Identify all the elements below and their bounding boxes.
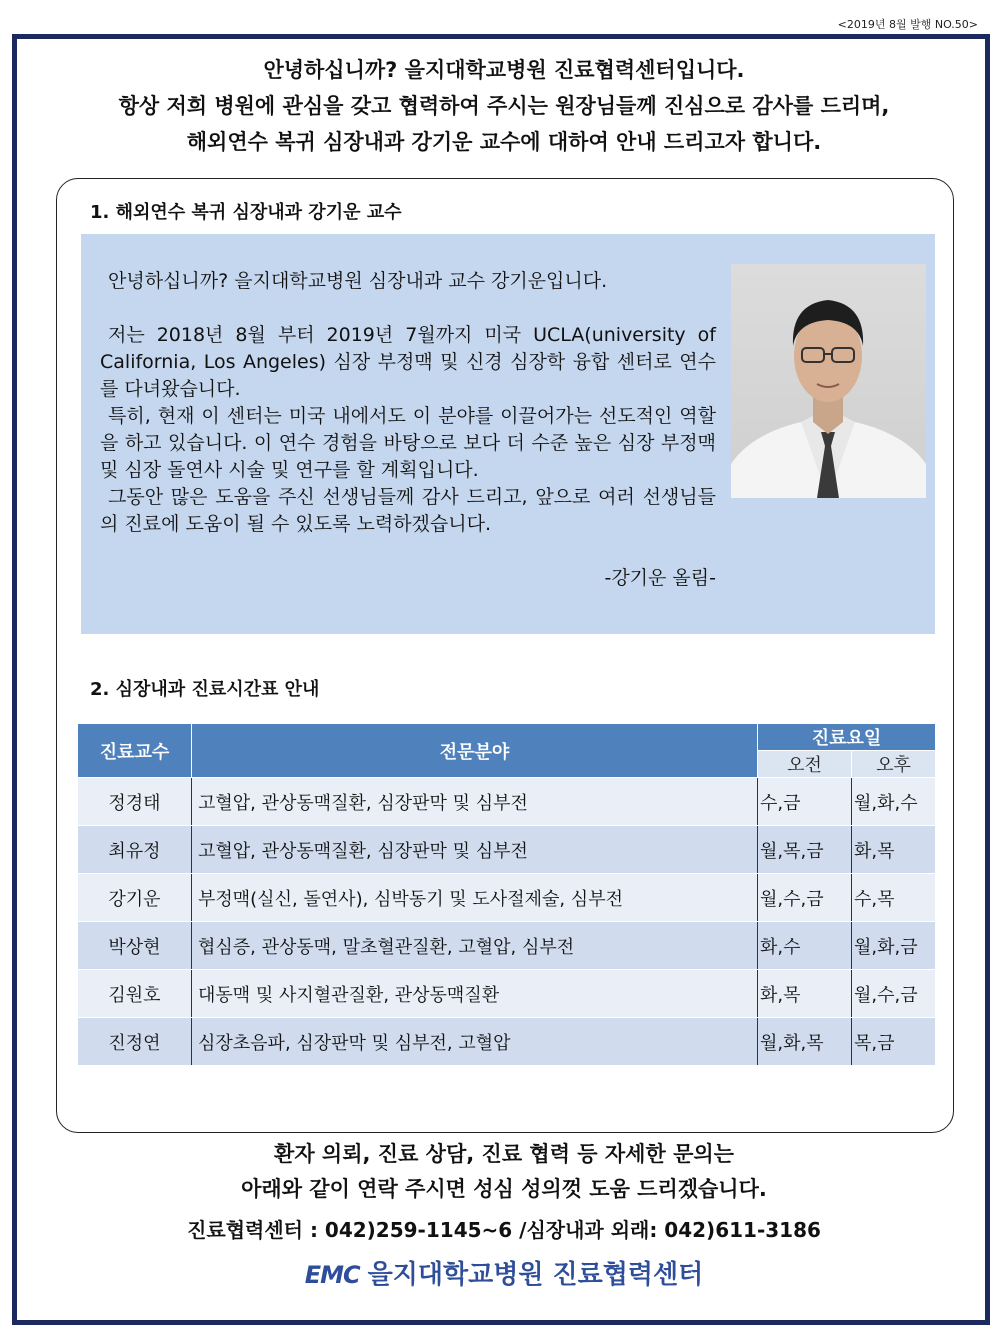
specialty: 대동맥 및 사지혈관질환, 관상동맥질환 bbox=[192, 970, 758, 1018]
specialty: 고혈압, 관상동맥질환, 심장판막 및 심부전 bbox=[192, 778, 758, 826]
specialty: 부정맥(실신, 돌연사), 심박동기 및 도사절제술, 심부전 bbox=[192, 874, 758, 922]
header-pm: 오후 bbox=[852, 751, 936, 778]
professor-name: 박상현 bbox=[78, 922, 192, 970]
emc-logo: EMC bbox=[304, 1261, 360, 1289]
table-row bbox=[78, 874, 936, 922]
letter-paragraph-3: 그동안 많은 도움을 주신 선생님들께 감사 드리고, 앞으로 여러 선생님들의 진료에 도움이 될 수 있도록 노력하겠습니다. bbox=[100, 486, 716, 535]
header-days: 진료요일 bbox=[758, 724, 936, 751]
intro-line-2: 항상 저희 병원에 관심을 갖고 협력하여 주시는 원장님들께 진심으로 감사를 드리며, bbox=[118, 94, 890, 118]
am-days: 월,수,금 bbox=[758, 874, 852, 922]
am-days: 화,수 bbox=[758, 922, 852, 970]
professor-name: 진정연 bbox=[78, 1018, 192, 1066]
am-days: 화,목 bbox=[758, 970, 852, 1018]
professor-photo bbox=[731, 264, 926, 498]
specialty: 협심증, 관상동맥, 말초혈관질환, 고혈압, 심부전 bbox=[192, 922, 758, 970]
header-am: 오전 bbox=[758, 751, 852, 778]
table-row bbox=[78, 778, 936, 826]
pm-days: 화,목 bbox=[852, 826, 936, 874]
am-days: 월,목,금 bbox=[758, 826, 852, 874]
table-row bbox=[78, 922, 936, 970]
intro-text bbox=[0, 52, 1008, 160]
intro-line-1: 안녕하십니까? 을지대학교병원 진료협력센터입니다. bbox=[263, 58, 745, 82]
table-row bbox=[78, 826, 936, 874]
schedule-table bbox=[77, 723, 936, 1066]
header-professor: 진료교수 bbox=[78, 724, 192, 778]
table-row bbox=[78, 1018, 936, 1066]
am-days: 수,금 bbox=[758, 778, 852, 826]
professor-name: 최유정 bbox=[78, 826, 192, 874]
contact-phone: 진료협력센터 : 042)259-1145~6 /심장내과 외래: 042)611-3186 bbox=[187, 1218, 821, 1242]
footer-title: 을지대학교병원 진료협력센터 bbox=[367, 1260, 704, 1290]
table-row bbox=[78, 970, 936, 1018]
footer bbox=[0, 1254, 1008, 1291]
pm-days: 월,화,금 bbox=[852, 922, 936, 970]
contact-line-1: 환자 의뢰, 진료 상담, 진료 협력 등 자세한 문의는 bbox=[274, 1142, 734, 1166]
professor-name: 강기운 bbox=[78, 874, 192, 922]
pm-days: 월,수,금 bbox=[852, 970, 936, 1018]
section-1-title: 1. 해외연수 복귀 심장내과 강기운 교수 bbox=[90, 202, 402, 223]
pm-days: 수,목 bbox=[852, 874, 936, 922]
specialty: 심장초음파, 심장판막 및 심부전, 고혈압 bbox=[192, 1018, 758, 1066]
contact-text bbox=[0, 1137, 1008, 1207]
professor-letter bbox=[100, 268, 716, 592]
pm-days: 목,금 bbox=[852, 1018, 936, 1066]
header-specialty: 전문분야 bbox=[192, 724, 758, 778]
pm-days: 월,화,수 bbox=[852, 778, 936, 826]
letter-paragraph-1: 저는 2018년 8월 부터 2019년 7월까지 미국 UCLA(university of California, Los Angeles) 심장 부정맥 및 신경 심장학 융합 센터로 연수를 다녀왔습니다. bbox=[100, 324, 716, 400]
section-2-title: 2. 심장내과 진료시간표 안내 bbox=[90, 679, 320, 700]
issue-label: <2019년 8월 발행 NO.50> bbox=[837, 18, 978, 31]
intro-line-3: 해외연수 복귀 심장내과 강기운 교수에 대하여 안내 드리고자 합니다. bbox=[186, 130, 822, 154]
contact-line-2: 아래와 같이 연락 주시면 성심 성의껏 도움 드리겠습니다. bbox=[241, 1177, 767, 1201]
professor-name: 김원호 bbox=[78, 970, 192, 1018]
am-days: 월,화,목 bbox=[758, 1018, 852, 1066]
specialty: 고혈압, 관상동맥질환, 심장판막 및 심부전 bbox=[192, 826, 758, 874]
letter-signature: -강기운 올림- bbox=[604, 567, 716, 589]
letter-paragraph-2: 특히, 현재 이 센터는 미국 내에서도 이 분야를 이끌어가는 선도적인 역할을 하고 있습니다. 이 연수 경험을 바탕으로 보다 더 수준 높은 심장 부정맥 및 심장 돌연사 시술 및 연구를 할 계획입니다. bbox=[100, 405, 716, 481]
professor-portrait-image bbox=[731, 264, 926, 498]
letter-greeting: 안녕하십니까? 을지대학교병원 심장내과 교수 강기운입니다. bbox=[108, 270, 608, 292]
professor-name: 정경태 bbox=[78, 778, 192, 826]
